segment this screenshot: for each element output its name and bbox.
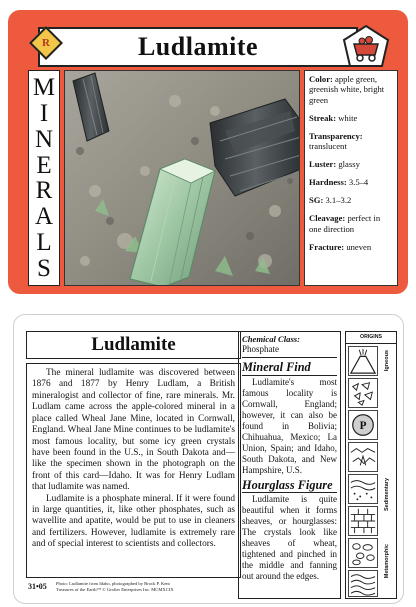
hourglass-heading: Hourglass Figure bbox=[242, 478, 337, 494]
property-luster bbox=[309, 159, 393, 169]
property-label: Streak: bbox=[309, 112, 337, 123]
facts-column bbox=[238, 331, 341, 599]
property-label: Fracture: bbox=[309, 241, 345, 252]
chemical-class-value: Phosphate bbox=[242, 344, 337, 358]
back-card bbox=[13, 314, 404, 604]
category-letter: M bbox=[32, 74, 56, 101]
mineral-find-heading: Mineral Find bbox=[242, 360, 337, 376]
credit-text bbox=[56, 581, 246, 593]
property-value: glassy bbox=[338, 159, 360, 170]
property-value: translucent bbox=[309, 141, 347, 152]
conglomerate-icon bbox=[348, 538, 378, 568]
property-value: white bbox=[338, 112, 358, 123]
property-cleavage bbox=[309, 213, 393, 234]
brick-layers-icon bbox=[348, 506, 378, 536]
properties-box bbox=[304, 70, 398, 286]
description-paragraph: The mineral ludlamite was discovered between 1876 and 1877 by Henry Ludlam, a British mineralogist and collector of fine, rare minerals. Mr. Ludlam came across the apple-colored mineral in a place called Wheal Jane Mine, located in Cornwall, England. Wheal Jane Mine continues to be ludlamite's most famous locality, but some icy green crystals have been found in the U.S., in South Dakota and—like the specimen shown in the photograph on the front of this card—Idaho. It was for Henry Ludlam that ludlamite was named. bbox=[32, 368, 235, 493]
origin-label-igneous: Igneous bbox=[384, 350, 390, 372]
category-letter: I bbox=[39, 99, 49, 127]
origins-panel bbox=[345, 331, 397, 599]
back-title-box bbox=[26, 331, 241, 359]
copyright-line: Treasures of the Earth™ © Grolier Enterprises Inc. MCMXCIX bbox=[56, 586, 174, 592]
property-label: Cleavage: bbox=[309, 213, 346, 224]
plutonic-icon bbox=[348, 410, 378, 440]
category-letter: R bbox=[35, 177, 53, 205]
hourglass-text: Ludlamite is quite beautiful when it forms sheaves, or hourglasses: The crystals look like sheaves of wheat, tightened and pinched in the middle and fanning out around the edges. bbox=[242, 494, 337, 582]
mineral-photo bbox=[64, 70, 300, 286]
description-paragraph: Ludlamite is a phosphate mineral. If it were found in large quantities, it, like other phosphates, such as wavellite and apatite, would be put to use in cleaners and fertilizers. However, ludlamite is extremely rare and of special interest to scientists and collectors. bbox=[32, 493, 235, 550]
volcano-icon bbox=[348, 346, 378, 376]
origin-label-sedimentary: Sedimentary bbox=[384, 478, 390, 512]
property-label: Color: bbox=[309, 74, 333, 84]
property-hardness bbox=[309, 177, 393, 187]
sediment-layers-icon bbox=[348, 474, 378, 504]
intrusion-icon bbox=[348, 442, 378, 472]
category-letter: S bbox=[37, 254, 51, 282]
igneous-rock-icon bbox=[348, 378, 378, 408]
property-transparency bbox=[309, 131, 393, 152]
origin-mark: P bbox=[359, 420, 367, 433]
rarity-badge-letter: R bbox=[42, 37, 50, 49]
folded-rock-icon bbox=[348, 570, 378, 597]
property-value: 3.1–3.2 bbox=[325, 195, 352, 206]
property-value: perfect in one direction bbox=[309, 213, 381, 234]
property-color bbox=[309, 74, 393, 105]
front-title: Ludlamite bbox=[137, 32, 259, 61]
property-label: Transparency: bbox=[309, 130, 363, 141]
origins-heading: ORIGINS bbox=[346, 332, 396, 344]
property-sg bbox=[309, 195, 393, 205]
category-letter: L bbox=[36, 229, 52, 257]
category-strip bbox=[28, 70, 60, 286]
front-card bbox=[8, 10, 408, 294]
card-number: 31•05 bbox=[28, 582, 47, 591]
chemical-class-label: Chemical Class: bbox=[242, 334, 301, 344]
property-streak bbox=[309, 113, 393, 123]
category-letter: A bbox=[34, 203, 54, 231]
back-title: Ludlamite bbox=[91, 334, 176, 355]
front-title-bar bbox=[38, 27, 358, 67]
property-label: SG: bbox=[309, 195, 324, 206]
property-fracture bbox=[309, 242, 393, 252]
property-label: Hardness: bbox=[309, 177, 347, 188]
category-letter: E bbox=[36, 151, 52, 179]
description-box bbox=[26, 363, 241, 578]
origin-label-metamorphic: Metamorphic bbox=[384, 544, 390, 579]
property-label: Luster: bbox=[309, 159, 337, 170]
photo-credit: Photo: Ludlamite from Idaho, photographed by Brock P. Kent bbox=[56, 581, 170, 586]
property-value: uneven bbox=[346, 241, 372, 252]
mineral-find-text: Ludlamite's most famous locality is Cornwall, England; however, it can also be found in Bolivia; Chihuahua, Mexico; La Union, Spain; and Idaho, South Dakota, and New Hampshire, U.S. bbox=[242, 376, 337, 475]
property-value: apple green, greenish white, bright green bbox=[309, 74, 385, 105]
mine-cart-icon bbox=[342, 24, 390, 68]
property-value: 3.5–4 bbox=[348, 177, 369, 188]
category-letter: N bbox=[34, 125, 54, 153]
